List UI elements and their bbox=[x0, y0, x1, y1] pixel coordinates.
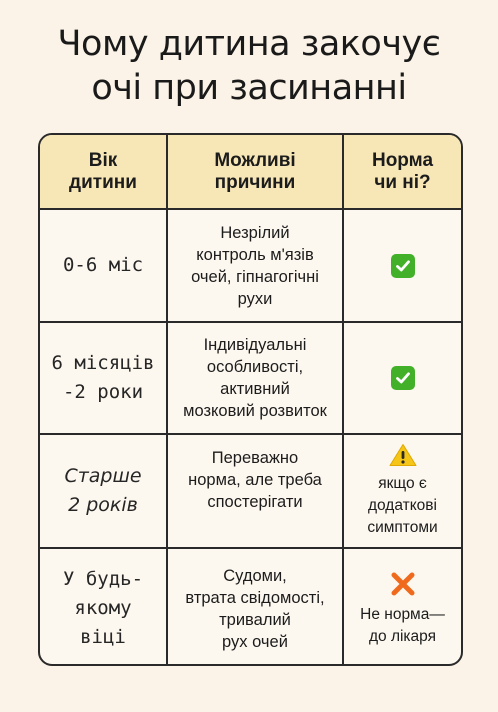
age-label: 6 місяців -2 роки bbox=[51, 352, 155, 403]
age-label: 0-6 міс bbox=[62, 254, 144, 276]
reason-text: Незрілий контроль м'язів очей, гіпнагогічні рухи bbox=[191, 223, 319, 308]
table-row bbox=[40, 323, 461, 435]
age-cell bbox=[40, 435, 168, 547]
age-cell bbox=[40, 549, 168, 666]
age-label: У будь- якому віці bbox=[62, 568, 144, 648]
header-cell-norm bbox=[344, 135, 461, 208]
reason-text: Індивідуальні особливості, активний мозковий розвиток bbox=[183, 336, 327, 420]
table-row bbox=[40, 549, 461, 666]
header-cell-reasons bbox=[168, 135, 344, 208]
reason-text: Переважно норма, але треба спостерігати bbox=[188, 449, 322, 511]
header-age-label: Вік дитини bbox=[69, 149, 137, 193]
status-cell bbox=[344, 435, 461, 547]
green-check-icon bbox=[391, 366, 415, 390]
header-norm-label: Норма чи ні? bbox=[371, 149, 434, 193]
red-cross-icon bbox=[389, 570, 417, 598]
title-line-1: Чому дитина закочує bbox=[57, 24, 441, 64]
age-cell bbox=[40, 323, 168, 433]
age-label: Старше 2 років bbox=[64, 465, 142, 516]
status-note: якщо є додаткові симптоми bbox=[367, 475, 438, 536]
reason-cell bbox=[168, 549, 344, 666]
table-row bbox=[40, 435, 461, 549]
title-line-2: очі при засинанні bbox=[91, 68, 407, 108]
table-row bbox=[40, 210, 461, 323]
status-cell bbox=[344, 549, 461, 666]
reason-cell bbox=[168, 435, 344, 547]
reason-cell bbox=[168, 323, 344, 433]
reason-cell bbox=[168, 210, 344, 321]
header-reasons-label: Можливі причини bbox=[214, 149, 296, 193]
status-cell bbox=[344, 323, 461, 433]
status-cell bbox=[344, 210, 461, 321]
page-title bbox=[0, 22, 498, 110]
warning-icon bbox=[389, 443, 417, 467]
header-cell-age bbox=[40, 135, 168, 208]
status-note: Не норма— до лікаря bbox=[360, 605, 445, 645]
age-cell bbox=[40, 210, 168, 321]
green-check-icon bbox=[391, 254, 415, 278]
comparison-table bbox=[38, 133, 463, 666]
reason-text: Судоми, втрата свідомості, тривалий рух очей bbox=[185, 566, 325, 651]
table-header-row bbox=[40, 135, 461, 210]
